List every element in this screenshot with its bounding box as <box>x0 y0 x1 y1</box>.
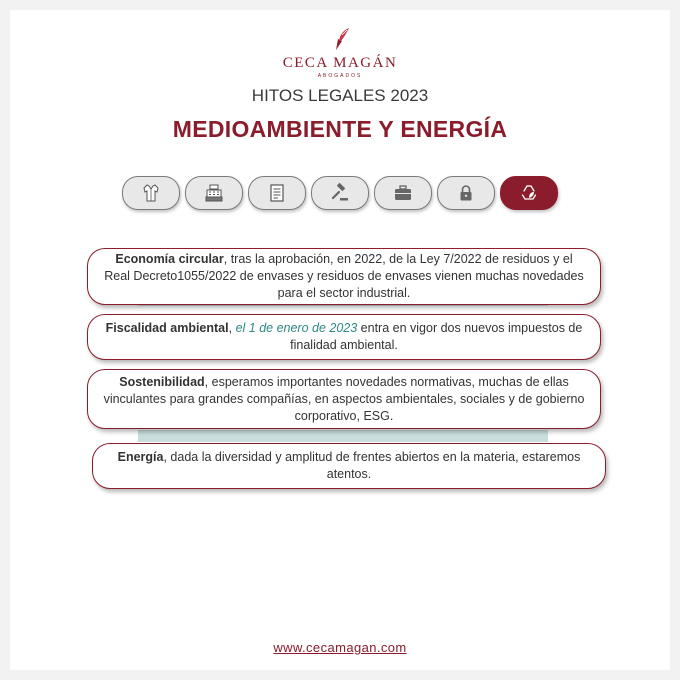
recycle-leaf-icon <box>519 183 539 203</box>
page-title: MEDIOAMBIENTE Y ENERGÍA <box>172 116 508 142</box>
pretitle: HITOS LEGALES 2023 <box>251 86 429 105</box>
logo-mark-icon <box>327 26 353 52</box>
website-link[interactable]: www.cecamagan.com <box>273 640 407 655</box>
milestone-circular-economy <box>87 248 601 305</box>
lock-icon <box>456 183 476 203</box>
milestone-energy <box>92 443 606 489</box>
category-privacy-button[interactable] <box>437 176 495 210</box>
category-fashion-button[interactable] <box>122 176 180 210</box>
decorative-band <box>138 430 548 442</box>
shirt-icon <box>141 183 161 203</box>
item-text: , tras la aprobación, en 2022, de la Ley 7/2022 de residuos y el Real Decreto1055/2022 de envases y residuos de envases vienen muchas novedades para el sector industrial. <box>104 252 584 300</box>
item-date-highlight: el 1 de enero de 2023 <box>235 321 358 335</box>
logo <box>10 26 670 79</box>
logo-subtitle: ABOGADOS <box>317 73 363 79</box>
item-heading: Economía circular <box>115 252 224 266</box>
category-business-button[interactable] <box>374 176 432 210</box>
item-text: , esperamos importantes novedades normativas, muchas de ellas vinculantes para grandes compañías, en aspectos ambientales, sociales y de gobierno corporativo, ESG. <box>103 374 585 423</box>
category-retail-button[interactable] <box>185 176 243 210</box>
cash-register-icon <box>204 183 224 203</box>
category-icon-bar <box>122 176 562 210</box>
gavel-icon <box>330 183 350 203</box>
infographic-card <box>10 10 670 670</box>
milestone-environmental-taxation <box>87 314 601 360</box>
briefcase-icon <box>393 183 413 203</box>
item-heading: Fiscalidad ambiental <box>105 321 229 335</box>
category-environment-button[interactable] <box>500 176 558 210</box>
document-icon <box>267 183 287 203</box>
item-text: , <box>228 321 236 335</box>
category-documents-button[interactable] <box>248 176 306 210</box>
category-litigation-button[interactable] <box>311 176 369 210</box>
item-heading: Energía <box>117 450 164 464</box>
item-text: entra en vigor dos nuevos impuestos de finalidad ambiental. <box>290 321 583 352</box>
milestone-sustainability <box>87 369 601 429</box>
item-heading: Sostenibilidad <box>119 374 205 389</box>
logo-name: CECA MAGÁN <box>282 55 398 71</box>
item-text: , dada la diversidad y amplitud de frentes abiertos en la materia, estaremos atentos. <box>163 450 581 481</box>
